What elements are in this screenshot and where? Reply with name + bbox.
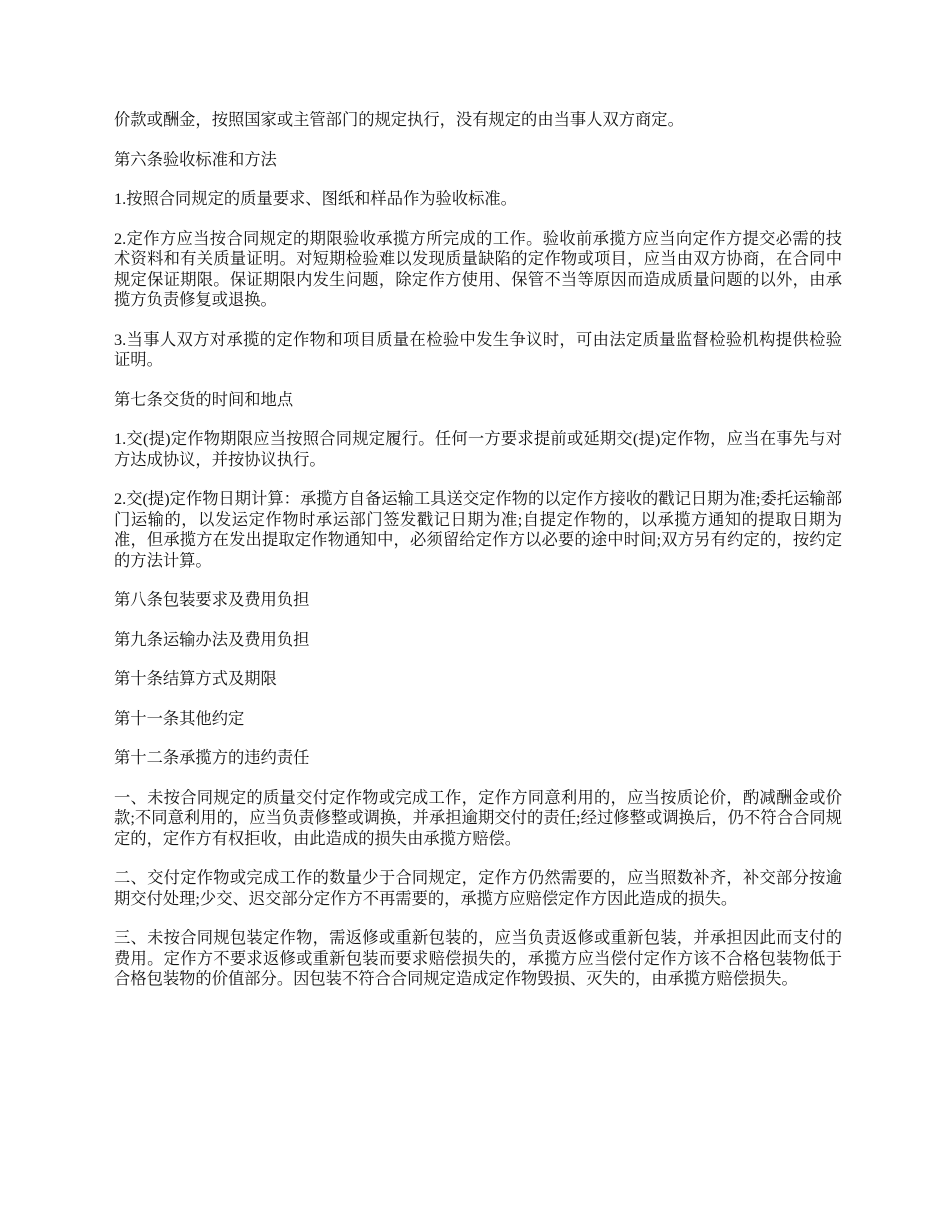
paragraph-price-clause: 价款或酬金，按照国家或主管部门的规定执行，没有规定的由当事人双方商定。 (114, 110, 684, 129)
heading-article-11: 第十一条其他约定 (114, 708, 245, 728)
paragraph-article-12-item-2: 二、交付定作物或完成工作的数量少于合同规定，定作方仍然需要的，应当照数补齐，补交部分按逾期交付处理;少交、迟交部分定作方不再需要的，承揽方应赔偿定作方因此造成的损失。 (114, 868, 842, 908)
heading-article-9: 第九条运输办法及费用负担 (114, 629, 310, 649)
paragraph-article-7-item-2: 2.交(提)定作物日期计算：承揽方自备运输工具送交定作物的以定作方接收的戳记日期为准;委托运输部门运输的，以发运定作物时承运部门签发戳记日期为准;自提定作物的，以承揽方通知的提取日期为准，但承揽方在发出提取定作物通知中，必须留给定作方以必要的途中时间;双方另有约定的，按约定的方法计算。 (114, 489, 842, 570)
document-page (114, 110, 842, 1009)
heading-article-6: 第六条验收标准和方法 (114, 149, 277, 169)
heading-article-7: 第七条交货的时间和地点 (114, 389, 294, 409)
heading-article-10: 第十条结算方式及期限 (114, 669, 277, 688)
paragraph-article-12-item-3: 三、未按合同规包装定作物，需返修或重新包装的，应当负责返修或重新包装，并承担因此而支付的费用。定作方不要求返修或重新包装而要求赔偿损失的，承揽方应当偿付定作方该不合格包装物低于合格包装物的价值部分。因包装不符合合同规定造成定作物毁损、灭失的，由承揽方赔偿损失。 (114, 928, 842, 988)
paragraph-article-6-item-1: 1.按照合同规定的质量要求、图纸和样品作为验收标准。 (114, 189, 517, 208)
paragraph-article-6-item-2: 2.定作方应当按合同规定的期限验收承揽方所完成的工作。验收前承揽方应当向定作方提交必需的技术资料和有关质量证明。对短期检验难以发现质量缺陷的定作物或项目，应当由双方协商，在合同中规定保证期限。保证期限内发生问题，除定作方使用、保管不当等原因而造成质量问题的以外，由承揽方负责修复或退换。 (114, 228, 842, 309)
paragraph-article-7-item-1: 1.交(提)定作物期限应当按照合同规定履行。任何一方要求提前或延期交(提)定作物，应当在事先与对方达成协议，并按协议执行。 (114, 429, 842, 469)
heading-article-12: 第十二条承揽方的违约责任 (114, 748, 310, 767)
paragraph-article-12-item-1: 一、未按合同规定的质量交付定作物或完成工作，定作方同意利用的，应当按质论价，酌减酬金或价款;不同意利用的，应当负责修整或调换，并承担逾期交付的责任;经过修整或调换后，仍不符合合同规定的，定作方有权拒收，由此造成的损失由承揽方赔偿。 (114, 787, 842, 848)
paragraph-article-6-item-3: 3.当事人双方对承揽的定作物和项目质量在检验中发生争议时，可由法定质量监督检验机构提供检验证明。 (114, 329, 842, 369)
heading-article-8: 第八条包装要求及费用负担 (114, 590, 310, 609)
